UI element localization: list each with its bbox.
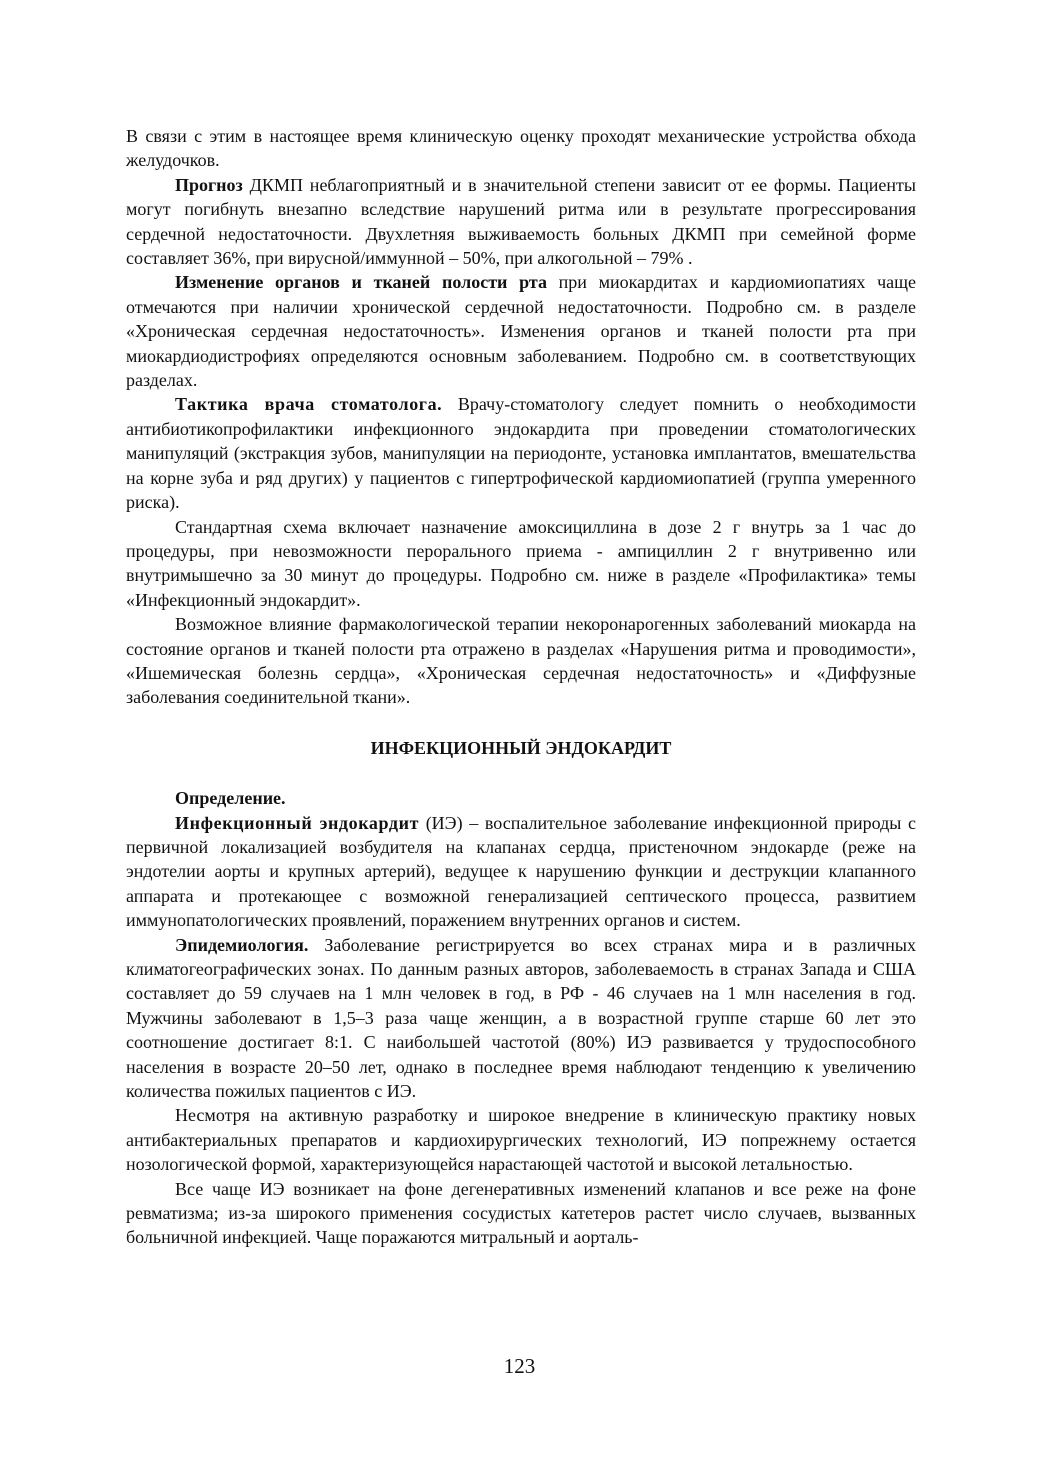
paragraph-definition-heading (126, 786, 916, 810)
paragraph-persistence: Несмотря на активную разработку и широкое внедрение в клиническую практику новых антибактериальных препаратов и кардиохирургических технологий, ИЭ попрежнему остается нозологической формой, характеризующейся нарастающей частотой и высокой летальностью. (126, 1105, 916, 1175)
page-number: 123 (503, 1354, 536, 1378)
oral-changes-term: Изменение органов и тканей полости рта (175, 272, 547, 293)
prognosis-term: Прогноз (175, 174, 243, 195)
paragraph-epidemiology: Эпидемиология. Заболевание регистрируется во всех странах мира и в различных климатогеографических зонах. По данным разных авторов, заболеваемость в странах Запада и США составляет до 59 случаев на 1 млн человек в год, в РФ - 46 случаев на 1 млн населения в год. Мужчины заболевают в 1,5–3 раза чаще женщин, а в возрастной группе старше 60 лет это соотношение достигает 8:1. С наибольшей частотой (80%) ИЭ развивается у трудоспособного населения в возрасте 20–50 лет, однако в последнее время наблюдают тенденцию к увеличению количества пожилых пациентов с ИЭ. (126, 934, 916, 1102)
section-title: ИНФЕКЦИОННЫЙ ЭНДОКАРДИТ (370, 737, 672, 758)
paragraph-prognosis: Прогноз ДКМП неблагоприятный и в значительной степени зависит от ее формы. Пациенты могут погибнуть внезапно вследствие нарушений ритма или в результате прогрессирования сердечной недостаточности. Двухлетняя выживаемость больных ДКМП при семейной форме составляет 36%, при вирусной/иммунной – 50%, при алкогольной – 79% . (126, 174, 916, 269)
epidemiology-term: Эпидемиология. (175, 934, 309, 955)
paragraph-pharmacology: Возможное влияние фармакологической терапии некоронарогенных заболеваний миокарда на состояние органов и тканей полости рта отражено в разделах «Нарушения ритма и проводимости», «Ишемическая болезнь сердца», «Хроническая сердечная недостаточность» и «Диффузные заболевания соединительной ткани». (126, 614, 916, 708)
dentist-tactics-term: Тактика врача стоматолога. (175, 394, 443, 415)
paragraph-dentist-tactics: Тактика врача стоматолога. Врачу-стоматологу следует помнить о необходимости антибиотикопрофилактики инфекционного эндокардита при проведении стоматологических манипуляций (экстракция зубов, манипуляции на периодонте, установка имплантатов, вмешательства на корне зуба и ряд других) у пациентов с гипертрофической кардиомиопатией (группа умеренного риска). (126, 394, 916, 513)
paragraph-definition: Инфекционный эндокардит (ИЭ) – воспалительное заболевание инфекционной природы с первичной локализацией возбудителя на клапанах сердца, пристеночном эндокарде (реже на эндотелии аорты и крупных артерий), ведущее к нарушению функции и деструкции клапанного аппарата и протекающее с возможной генерализацией септического процесса, развитием иммунопатологических проявлений, поражением внутренних органов и систем. (126, 812, 916, 931)
paragraph-intro: В связи с этим в настоящее время клиническую оценку проходят механические устройства обхода желудочков. (126, 126, 916, 171)
definition-heading: Определение. (175, 788, 286, 809)
paragraph-standard-scheme: Стандартная схема включает назначение амоксициллина в дозе 2 г внутрь за 1 час до процедуры, при невозможности перорального приема - ампициллин 2 г внутривенно или внутримышечно за 30 минут до процедуры. Подробно см. ниже в разделе «Профилактика» темы «Инфекционный эндокардит». (126, 516, 916, 610)
paragraph-trends: Все чаще ИЭ возникает на фоне дегенеративных изменений клапанов и все реже на фоне ревматизма; из-за широкого применения сосудистых катетеров растет число случаев, вызванных больничной инфекцией. Чаще поражаются митральный и аорталь- (126, 1178, 916, 1248)
definition-term: Инфекционный эндокардит (175, 812, 420, 833)
page-body-text (126, 124, 916, 1250)
paragraph-oral-changes: Изменение органов и тканей полости рта при миокардитах и кардиомиопатиях чаще отмечаются при наличии хронической сердечной недостаточности. Подробно см. в разделе «Хроническая сердечная недостаточность». Изменения органов и тканей полости рта при миокардиодистрофиях определяются основным заболеванием. Подробно см. в соответствующих разделах. (126, 272, 916, 391)
